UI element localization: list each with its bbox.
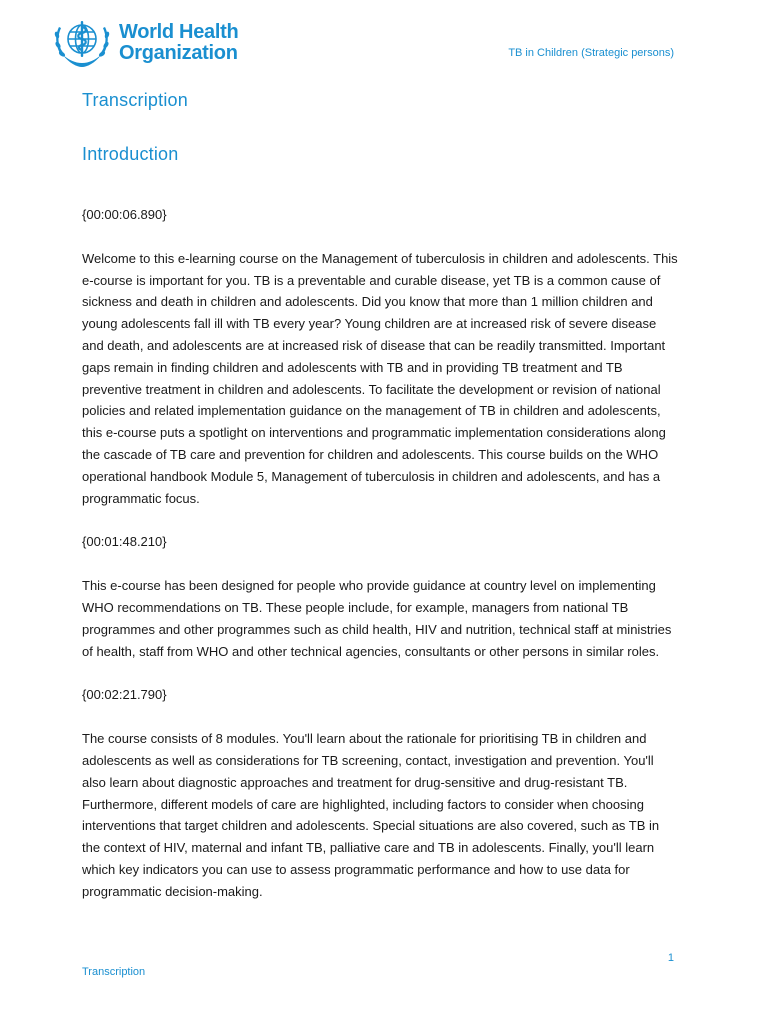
timestamp: {00:02:21.790} — [82, 687, 167, 703]
logo-text — [119, 22, 238, 64]
transcript-block — [82, 204, 678, 509]
transcript-block — [82, 684, 678, 902]
logo-line-2: Organization — [119, 42, 238, 64]
section-heading: Introduction — [82, 144, 179, 164]
footer-label: Transcription — [82, 966, 146, 978]
transcript-paragraph: The course consists of 8 modules. You'll learn about the rationale for prioritising TB in children and adolescents as well as considerations for TB screening, contact, investigation and prevention. You'll also learn about diagnostic approaches and treatment for drug-sensitive and drug-resistant TB. Furthermore, different models of care are highlighted, including factors to consider when choosing interventions that target children and adolescents. Special situations are also covered, such as TB in the context of HIV, maternal and infant TB, palliative care and TB in adolescents. Finally, you'll learn which key indicators you can use to assess programmatic performance and how to use data for programmatic decision-making. — [82, 731, 660, 899]
timestamp: {00:00:06.890} — [82, 207, 167, 222]
transcript-body — [82, 204, 678, 925]
who-emblem-icon — [51, 15, 113, 71]
transcript-block — [82, 531, 678, 662]
who-logo — [51, 15, 238, 71]
transcript-paragraph: This e-course has been designed for people who provide guidance at country level on implementing WHO recommendations on TB. These people include, for example, managers from national TB programmes and other programmes such as child health, HIV and nutrition, technical staff at ministries of health, staff from WHO and other technical agencies, consultants or other persons in similar roles. — [82, 578, 672, 659]
document-header-title: TB in Children (Strategic persons) — [508, 47, 674, 59]
page-number: 1 — [667, 952, 674, 964]
timestamp: {00:01:48.210} — [82, 534, 167, 550]
transcript-paragraph: Welcome to this e-learning course on the Management of tuberculosis in children and adolescents. This e-course is important for you. TB is a preventable and curable disease, yet TB is a common cause of sickness and death in children and adolescents. Did you know that more than 1 million children and young adolescents fall ill with TB every year? Young children are at increased risk of severe disease and death, and adolescents are at increased risk of disease that can be readily transmitted. Important gaps remain in finding children and adolescents with TB and in providing TB treatment and TB preventive treatment in children and adolescents. To facilitate the development or revision of national policies and related implementation guidance on the management of TB in children and adolescents, this e-course puts a spotlight on interventions and programmatic implementation considerations along the cascade of TB care and prevention for children and adolescents. This course builds on the WHO operational handbook Module 5, Management of tuberculosis in children and adolescents, and has a programmatic focus. — [82, 250, 678, 506]
page-title: Transcription — [82, 90, 188, 110]
logo-line-1: World Health — [119, 21, 239, 43]
